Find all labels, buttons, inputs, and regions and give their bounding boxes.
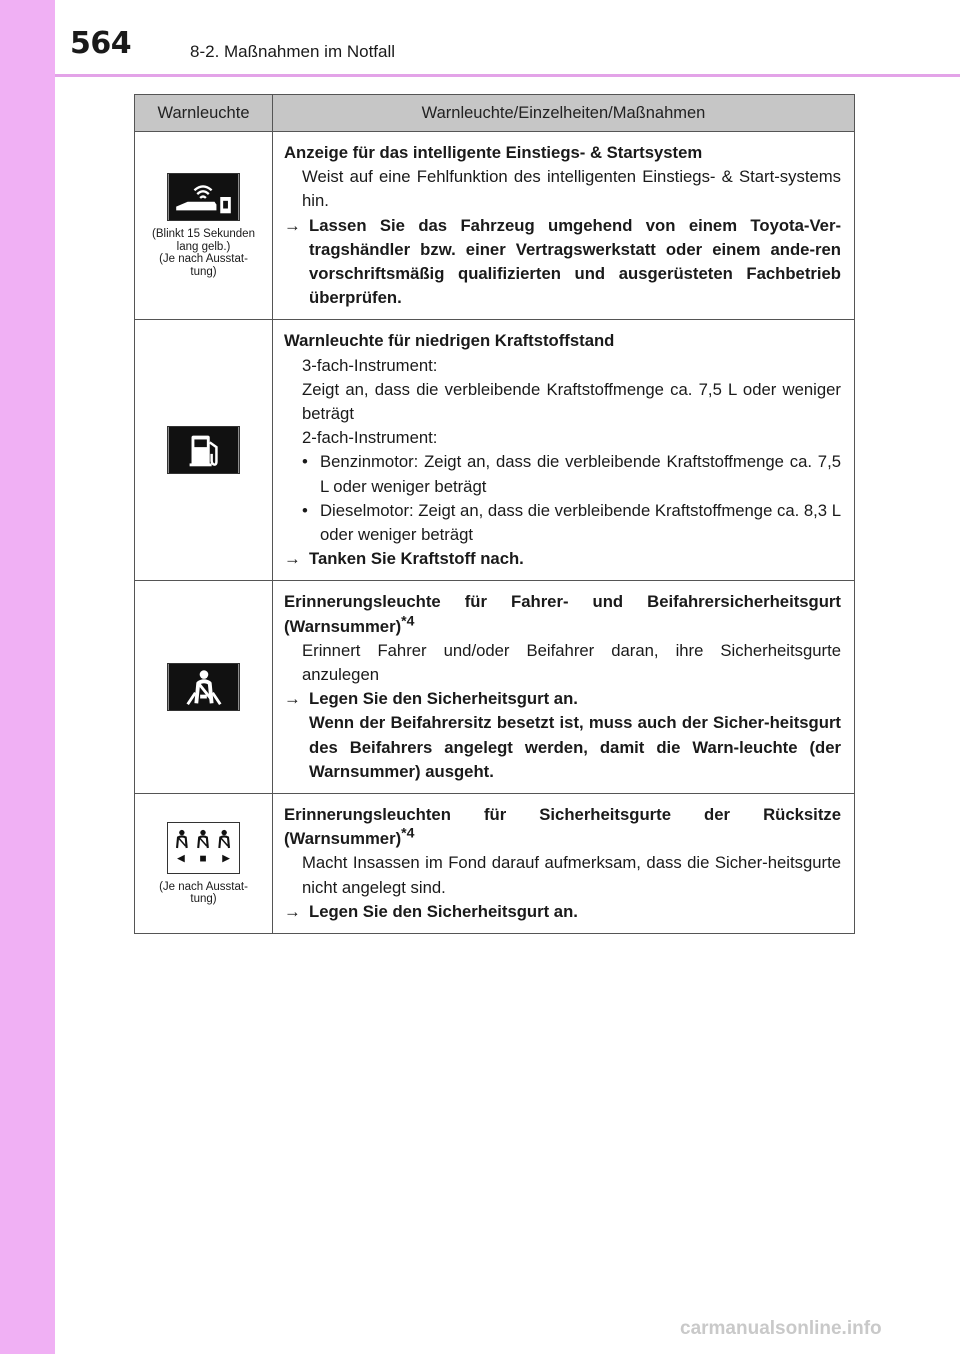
description-cell [273,132,855,320]
seatbelt-reminder-icon [167,663,240,711]
caption-line: (Blinkt 15 Sekunden [152,228,255,241]
icon-cell [135,581,273,794]
warning-title: Warnleuchte für niedrigen Kraftstoffstand [284,331,615,351]
rear-seatbelt-reminder-icon [167,822,240,874]
warning-title: Erinnerungsleuchten für Sicherheitsgurte der Rücksitze (Warnsummer)$^{*4}$ [284,805,841,849]
description-cell [273,581,855,794]
warning-description: Macht Insassen im Fond darauf aufmerksam, dass die Sicher-heitsgurte nicht angelegt sind. [302,853,841,897]
caption-line: (Je nach Ausstat- [159,253,248,266]
action-text: Legen Sie den Sicherheitsgurt an. [309,901,578,921]
table-row [135,132,855,320]
footnote-marker: *4 [401,612,415,629]
arrow-icon: → [284,215,301,235]
column-header-details: Warnleuchte/Einzelheiten/Maßnahmen [273,95,855,132]
warning-description: Zeigt an, dass die verbleibende Kraftstoffmenge ca. 7,5 L oder weniger beträgt [302,379,841,424]
watermark: carmanualsonline.info [680,1318,882,1339]
bullet-item: • Benzinmotor: Zeigt an, dass die verbleibende Kraftstoffmenge ca. 7,5 L oder weniger beträgt [302,452,841,496]
arrow-icon: → [284,901,301,921]
footnote-marker: *4 [401,824,415,841]
arrow-icon: → [284,689,301,709]
side-color-bar [0,0,55,1354]
table-row [135,581,855,794]
bullet-item: • Dieselmotor: Zeigt an, dass die verbleibende Kraftstoffmenge ca. 8,3 L oder weniger beträgt [302,500,842,545]
action-line [284,687,841,711]
caption-line: (Je nach Ausstat- [159,880,248,893]
warning-light-table [134,94,855,934]
instrument-label: 2-fach-Instrument: [302,428,438,448]
caption-line: tung) [190,265,217,278]
caption-line: tung) [190,893,217,906]
smart-key-warning-icon [167,173,240,221]
warning-title: Erinnerungsleuchte für Fahrer- und Beifahrersicherheitsgurt (Warnsummer)$^{*4}$ [284,592,841,636]
arrow-icon: → [284,549,301,569]
fuel-pump-icon [167,426,240,474]
table-header-row [135,95,855,132]
action-text: Legen Sie den Sicherheitsgurt an. [309,689,578,709]
description-cell [273,794,855,934]
action-text: Tanken Sie Kraftstoff nach. [309,549,524,569]
table-row [135,794,855,934]
icon-cell [135,132,273,320]
action-line [284,214,841,311]
action-note: Wenn der Beifahrersitz besetzt ist, muss auch der Sicher-heitsgurt des Beifahrers angelegt werden, damit die Warn-leuchte (der Warnsummer) ausgeht. [309,713,841,781]
description-cell [273,320,855,581]
header-rule [55,74,960,77]
chapter-title: 8-2. Maßnahmen im Notfall [190,42,396,61]
column-header-warnleuchte: Warnleuchte [135,95,273,132]
caption-line: lang gelb.) [176,240,231,253]
page-number: 564 [70,26,132,61]
warning-title: Anzeige für das intelligente Einstiegs- & Startsystem [284,143,703,162]
action-line [284,900,841,924]
warning-description: Erinnert Fahrer und/oder Beifahrer daran, ihre Sicherheitsgurte anzulegen [302,640,841,685]
action-line [284,547,841,571]
icon-cell [135,794,273,934]
instrument-label: 3-fach-Instrument: [302,355,438,375]
warning-description: Weist auf eine Fehlfunktion des intelligenten Einstiegs- & Start-systems hin. [302,167,841,211]
action-text: Lassen Sie das Fahrzeug umgehend von einem Toyota-Ver-tragshändler bzw. einer Vertragswerkstatt oder einem ande-ren vorschriftsmäßig qualifizierten und ausgerüsteten Fachbetrieb überprüfen. [309,215,841,308]
icon-cell [135,320,273,581]
table-row [135,320,855,581]
